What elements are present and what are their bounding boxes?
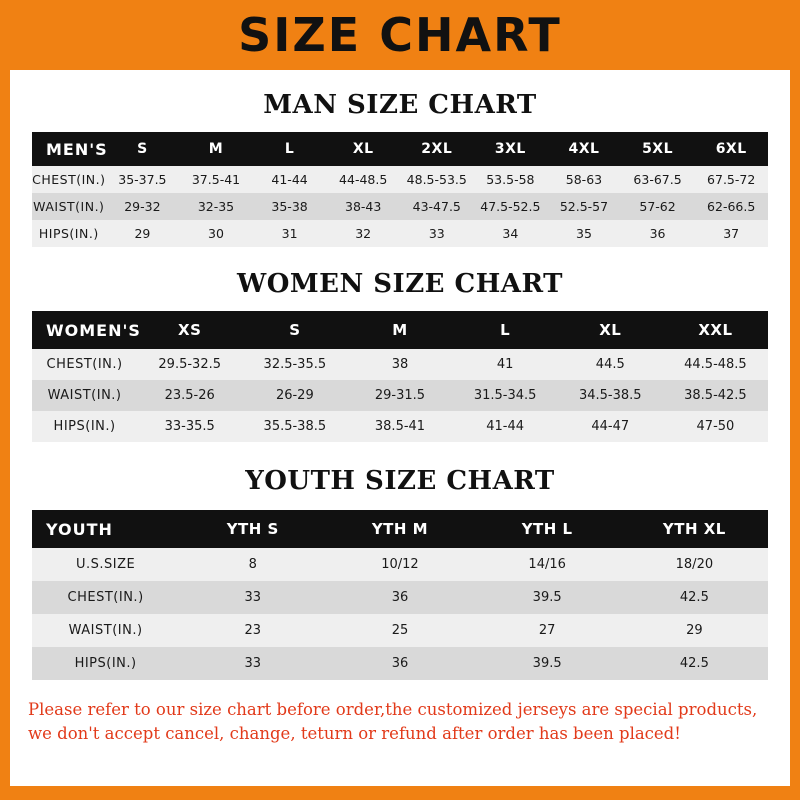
man-header-cell: L — [253, 132, 327, 166]
man-header-cell: 6XL — [694, 132, 768, 166]
table-cell: 48.5-53.5 — [400, 166, 474, 193]
table-cell: 18/20 — [621, 548, 768, 581]
table-cell: 47.5-52.5 — [474, 193, 548, 220]
banner — [0, 0, 800, 70]
table-cell: 25 — [326, 614, 473, 647]
table-cell: 44.5 — [558, 349, 663, 380]
row-label: HIPS(IN.) — [32, 647, 179, 680]
table-cell: 32.5-35.5 — [242, 349, 347, 380]
table-cell: 36 — [621, 220, 695, 247]
table-cell: 52.5-57 — [547, 193, 621, 220]
table-cell: 31 — [253, 220, 327, 247]
women-header-cell: XXL — [663, 311, 768, 349]
table-cell: 44-47 — [558, 411, 663, 442]
table-cell: 23.5-26 — [137, 380, 242, 411]
table-cell: 34.5-38.5 — [558, 380, 663, 411]
women-header-cell: XS — [137, 311, 242, 349]
women-header-cell: S — [242, 311, 347, 349]
row-label: WAIST(IN.) — [32, 193, 106, 220]
table-cell: 35-37.5 — [106, 166, 180, 193]
table-cell: 34 — [474, 220, 548, 247]
table-cell: 32-35 — [179, 193, 253, 220]
row-label: CHEST(IN.) — [32, 349, 137, 380]
table-cell: 33-35.5 — [137, 411, 242, 442]
table-header-row — [32, 510, 768, 548]
row-label: HIPS(IN.) — [32, 220, 106, 247]
table-row — [32, 647, 768, 680]
table-cell: 14/16 — [474, 548, 621, 581]
youth-size-section — [10, 466, 790, 680]
bottom-accent-bar — [0, 786, 800, 800]
table-row — [32, 193, 768, 220]
table-cell: 39.5 — [474, 581, 621, 614]
page-title: SIZE CHART — [238, 8, 562, 62]
table-row — [32, 411, 768, 442]
youth-section-title: YOUTH SIZE CHART — [245, 466, 555, 496]
table-cell: 37.5-41 — [179, 166, 253, 193]
table-cell: 29 — [621, 614, 768, 647]
table-cell: 44.5-48.5 — [663, 349, 768, 380]
youth-header-cell: YTH M — [326, 510, 473, 548]
table-cell: 43-47.5 — [400, 193, 474, 220]
table-cell: 23 — [179, 614, 326, 647]
table-cell: 29 — [106, 220, 180, 247]
row-label: CHEST(IN.) — [32, 166, 106, 193]
table-cell: 41 — [453, 349, 558, 380]
man-header-cell: 4XL — [547, 132, 621, 166]
table-cell: 33 — [400, 220, 474, 247]
man-size-section — [10, 90, 790, 247]
table-cell: 30 — [179, 220, 253, 247]
table-cell: 41-44 — [253, 166, 327, 193]
table-cell: 37 — [694, 220, 768, 247]
man-header-cell: MEN'S — [32, 132, 106, 166]
table-cell: 42.5 — [621, 581, 768, 614]
table-cell: 35 — [547, 220, 621, 247]
table-row — [32, 349, 768, 380]
table-cell: 39.5 — [474, 647, 621, 680]
table-cell: 8 — [179, 548, 326, 581]
table-cell: 44-48.5 — [326, 166, 400, 193]
table-row — [32, 548, 768, 581]
man-header-cell: S — [106, 132, 180, 166]
women-header-cell: WOMEN'S — [32, 311, 137, 349]
women-header-cell: XL — [558, 311, 663, 349]
women-size-section — [10, 269, 790, 442]
table-row — [32, 166, 768, 193]
table-cell: 35.5-38.5 — [242, 411, 347, 442]
man-header-cell: XL — [326, 132, 400, 166]
man-header-cell: 5XL — [621, 132, 695, 166]
row-label: CHEST(IN.) — [32, 581, 179, 614]
table-cell: 27 — [474, 614, 621, 647]
table-cell: 63-67.5 — [621, 166, 695, 193]
table-cell: 35-38 — [253, 193, 327, 220]
table-cell: 38.5-42.5 — [663, 380, 768, 411]
table-cell: 57-62 — [621, 193, 695, 220]
row-label: WAIST(IN.) — [32, 614, 179, 647]
youth-header-cell: YTH XL — [621, 510, 768, 548]
man-header-cell: 3XL — [474, 132, 548, 166]
youth-header-cell: YTH L — [474, 510, 621, 548]
table-cell: 53.5-58 — [474, 166, 548, 193]
table-row — [32, 220, 768, 247]
women-header-cell: M — [347, 311, 452, 349]
table-header-row — [32, 132, 768, 166]
youth-size-table — [32, 510, 768, 680]
table-cell: 38.5-41 — [347, 411, 452, 442]
man-header-cell: 2XL — [400, 132, 474, 166]
table-cell: 47-50 — [663, 411, 768, 442]
table-cell: 67.5-72 — [694, 166, 768, 193]
women-size-table — [32, 311, 768, 442]
table-cell: 38-43 — [326, 193, 400, 220]
table-cell: 38 — [347, 349, 452, 380]
table-cell: 29.5-32.5 — [137, 349, 242, 380]
table-row — [32, 581, 768, 614]
table-header-row — [32, 311, 768, 349]
table-cell: 31.5-34.5 — [453, 380, 558, 411]
table-row — [32, 614, 768, 647]
table-cell: 33 — [179, 581, 326, 614]
table-cell: 29-31.5 — [347, 380, 452, 411]
man-header-cell: M — [179, 132, 253, 166]
man-section-title: MAN SIZE CHART — [263, 90, 537, 120]
table-row — [32, 380, 768, 411]
footer-note-line-2: we don't accept cancel, change, teturn or refund after order has been placed! — [28, 723, 681, 743]
women-section-title: WOMEN SIZE CHART — [237, 269, 563, 299]
row-label: WAIST(IN.) — [32, 380, 137, 411]
table-cell: 10/12 — [326, 548, 473, 581]
table-cell: 62-66.5 — [694, 193, 768, 220]
table-cell: 36 — [326, 581, 473, 614]
table-cell: 36 — [326, 647, 473, 680]
table-cell: 42.5 — [621, 647, 768, 680]
row-label: HIPS(IN.) — [32, 411, 137, 442]
youth-header-cell: YTH S — [179, 510, 326, 548]
table-cell: 58-63 — [547, 166, 621, 193]
table-cell: 29-32 — [106, 193, 180, 220]
row-label: U.S.SIZE — [32, 548, 179, 581]
table-cell: 41-44 — [453, 411, 558, 442]
table-cell: 26-29 — [242, 380, 347, 411]
women-header-cell: L — [453, 311, 558, 349]
youth-header-cell: YOUTH — [32, 510, 179, 548]
man-size-table — [32, 132, 768, 247]
table-cell: 33 — [179, 647, 326, 680]
footer-note — [28, 698, 772, 746]
table-cell: 32 — [326, 220, 400, 247]
footer-note-line-1: Please refer to our size chart before order,the customized jerseys are special products, — [28, 700, 758, 719]
